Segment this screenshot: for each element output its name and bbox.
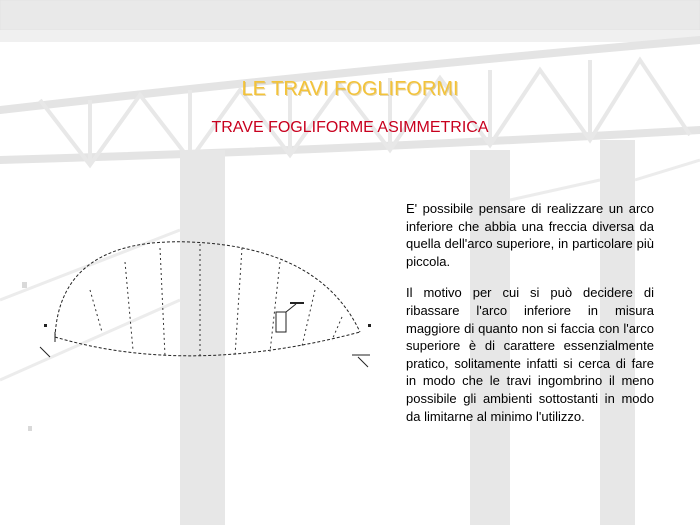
upper-arch [55,242,360,337]
asymmetric-truss-diagram [30,232,380,382]
slide-title: LE TRAVI FOGLIFORMI [241,78,459,100]
paragraph-1: E' possibile pensare di realizzare un arco inferiore che abbia una freccia diversa da quella dell'arco superiore, in particolare più piccola. [406,201,654,269]
slide-subtitle: TRAVE FOGLIFORME ASIMMETRICA [211,119,489,136]
body-text [406,200,654,439]
lower-arch [55,332,360,356]
paragraph-2: Il motivo per cui si può decidere di ribassare l'arco inferiore in misura maggiore di quanto non si faccia con l'arco superiore è di carattere essenzialmente pratico, solitamente infatti si cerca di fare in modo che le travi ingombrino il meno possibile gli ambienti sottostanti in modo da limitarne al minimo l'utilizzo. [406,285,654,424]
